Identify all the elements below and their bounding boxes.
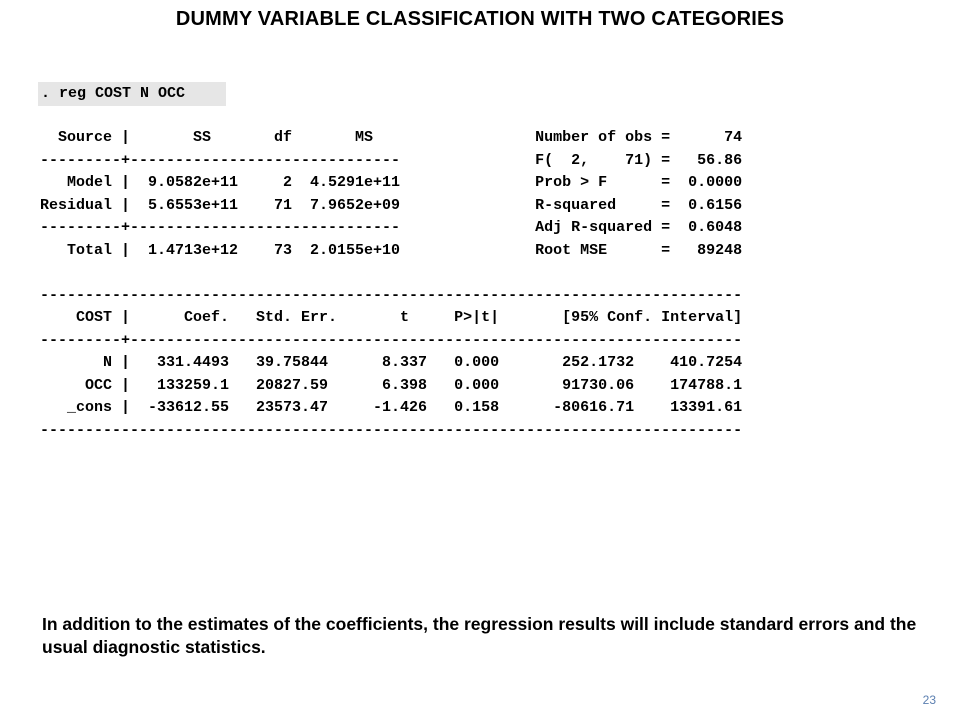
page-number: 23 — [922, 693, 936, 707]
coefficient-row-occ: OCC | 133259.1 20827.59 6.398 0.000 91730.06 174788.1 — [40, 376, 743, 394]
stata-command: . reg COST N OCC — [38, 82, 226, 106]
coefficient-row-cons: _cons | -33612.55 23573.47 -1.426 0.158 -80616.71 13391.61 — [40, 399, 743, 416]
separator-line: ---------+------------------------------ F( 2, 71) = 56.86 — [40, 151, 743, 169]
regression-output — [40, 127, 742, 442]
coefficient-row-n: N | 331.4493 39.75844 8.337 0.000 252.1732 410.7254 — [40, 354, 743, 371]
explanation-caption: In addition to the estimates of the coefficients, the regression results will include standard errors and the usual diagnostic statistics. — [42, 614, 917, 657]
separator-line: ---------+-------------------------------------------------------------------- — [40, 331, 743, 349]
anova-header-row: Source | SS df MS Number of obs = 74 — [40, 129, 743, 146]
anova-total-row: Total | 1.4713e+12 73 2.0155e+10 Root MSE = 89248 — [40, 241, 743, 259]
coefficient-header-row: COST | Coef. Std. Err. t P>|t| [95% Conf. Interval] — [40, 309, 743, 326]
slide-title: DUMMY VARIABLE CLASSIFICATION WITH TWO CATEGORIES — [175, 8, 785, 30]
separator-line: ------------------------------------------------------------------------------ — [40, 286, 743, 304]
anova-residual-row: Residual | 5.6553e+11 71 7.9652e+09 R-squared = 0.6156 — [40, 196, 743, 214]
anova-model-row: Model | 9.0582e+11 2 4.5291e+11 Prob > F = 0.0000 — [40, 174, 743, 191]
separator-line: ------------------------------------------------------------------------------ — [40, 421, 743, 439]
blank-line — [40, 262, 742, 285]
separator-line: ---------+------------------------------ Adj R-squared = 0.6048 — [40, 219, 743, 236]
